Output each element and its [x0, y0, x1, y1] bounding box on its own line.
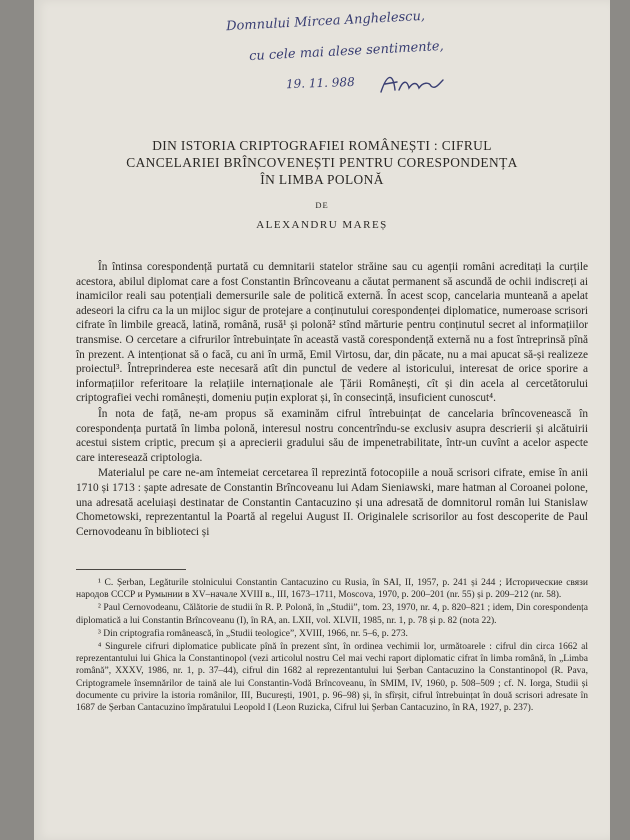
footnote: ⁴ Singurele cifruri diplomatice publicate pînă în prezent sînt, în ordinea vechimii lor, următoarele : cifrul din circa 1662 al reprezentantului lui Ghica la Constantinopol (vezi articolul nostru Cel mai vechi raport diplomatic cifrat în limba română, în „Limba română”, XXXV, 1986, nr. 1, p. 37–44), cifrul din 1682 al reprezentantului lui Șerban Cantacuzino la Constantinopol (R. Pava, Criptogramele însemnărilor de taină ale lui Constantin-Vodă Brîncoveanu, în SMIM, IV, 1960, p. 508–509 ; cf. N. Iorga, Studii și documente cu privire la istoria românilor, III, București, 1901, p. 96–98) și, în sfîrșit, cifrul întrebuințat în două scrisori adresate în 1687 de Șerban Cantacuzino împăratului Leopold I (Leon Ruzicka, Cifrul lui Șerban Cantacuzino, în RA, 1927, p. 237).	[76, 642, 588, 714]
handwritten-dedication-line2: cu cele mai alese sentimente,	[248, 38, 445, 65]
author-name: ALEXANDRU MAREȘ	[256, 219, 388, 231]
paragraph: Materialul pe care ne-am întemeiat cercetarea îl reprezintă fotocopiile a nouă scrisori cifrate, emise în anii 1710 și 1713 : șapte adresate de Constantin Brîncoveanu lui Adam Sieniawski, mare hatman al Coroanei polone, una adresată aceluiași destinatar de Constantin Cantacuzino și una adresată de domnitorul român lui Stanislaw Chometowski, reprezentantul la Poartă al regelui August II. Originalele scrisorilor au fost descoperite de Paul Cernovodeanu în biblioteci și	[76, 467, 588, 538]
article-title-line2: CANCELARIEI BRÎNCOVENEȘTI PENTRU CORESPONDENȚA	[126, 155, 518, 170]
handwritten-dedication-line1: Domnului Mircea Anghelescu,	[225, 8, 426, 35]
byline: DE	[315, 200, 329, 210]
footnotes	[76, 577, 588, 715]
paragraph: În întinsa corespondență purtată cu demnitarii statelor străine sau cu agenții români acreditați la curțile acestora, abilul diplomat care a fost Constantin Brîncoveanu a căutat permanent să ascundă de ochii indiscreți ai inamicilor reali sau potențiali demersurile sale de politică externă. În acest scop, cancelaria munteană a apelat adeseori la cifru ca la un mijloc sigur de protejare a conținutului corespondenței diplomatice, numeroase scrisori cifrate în limbile greacă, latină, română, rusă¹ și polonă² stînd mărturie pentru conținutul secret al informațiilor transmise. O cercetare a cifrurilor întrebuințate în această vastă corespondență externă nu a fost întreprinsă pînă în prezent. A intenționat să o facă, cu ani în urmă, Emil Virtosu, dar, din păcate, nu a mai apucat să-și realizeze proiectul³. Întreprinderea este necesară atît din punctul de vedere al istoricului, interesat de orice sporire a informațiilor referitoare la relațiile internaționale ale Țării Românești, cît și din acela al cercetătorului criptografiei vechi românești, domeniu puțin explorat și, în consecință, insuficient cunoscut⁴.	[76, 261, 588, 405]
footnote: ² Paul Cernovodeanu, Călătorie de studii în R. P. Polonă, în „Studii”, tom. 23, 1970, nr. 4, p. 820–821 ; idem, Din corespondența diplomatică a lui Constantin Brîncoveanu (I), în RA, an. LXII, vol. XLVII, 1985, nr. 1, p. 78 și p. 82 (nota 22).	[76, 603, 588, 626]
footnote: ³ Din criptografia românească, în „Studii teologice”, XVIII, 1966, nr. 5–6, p. 273.	[98, 628, 408, 639]
footnote-divider	[76, 569, 186, 570]
article-title-line1: DIN ISTORIA CRIPTOGRAFIEI ROMÂNEȘTI : CIFRUL	[152, 138, 492, 153]
signature-icon	[379, 70, 445, 98]
article-title-line3: ÎN LIMBA POLONĂ	[260, 172, 384, 187]
footnote: ¹ C. Șerban, Legăturile stolnicului Constantin Cantacuzino cu Rusia, în SAI, II, 1957, p. 241 și 244 ; Исторические связи народов СССР и Румынии в XV–начале XVIII в., III, 1673–1711, Moscova, 1970, p. 200–201 (nr. 55) și p. 209–212 (nr. 58).	[76, 578, 588, 601]
article-body	[76, 260, 588, 540]
book-page	[34, 0, 610, 840]
handwritten-date: 19. 11. 988	[285, 74, 355, 92]
paragraph: În nota de față, ne-am propus să examinăm cifrul întrebuințat de cancelaria brîncovenească în corespondența purtată în limba polonă, interesul nostru concentrîndu-se exclusiv asupra descrierii și alcătuirii acestui sistem criptic, precum și a aprecierii gradului său de impenetrabilitate, într-un cuvînt a acelor aspecte care interesează criptologia.	[76, 407, 588, 464]
